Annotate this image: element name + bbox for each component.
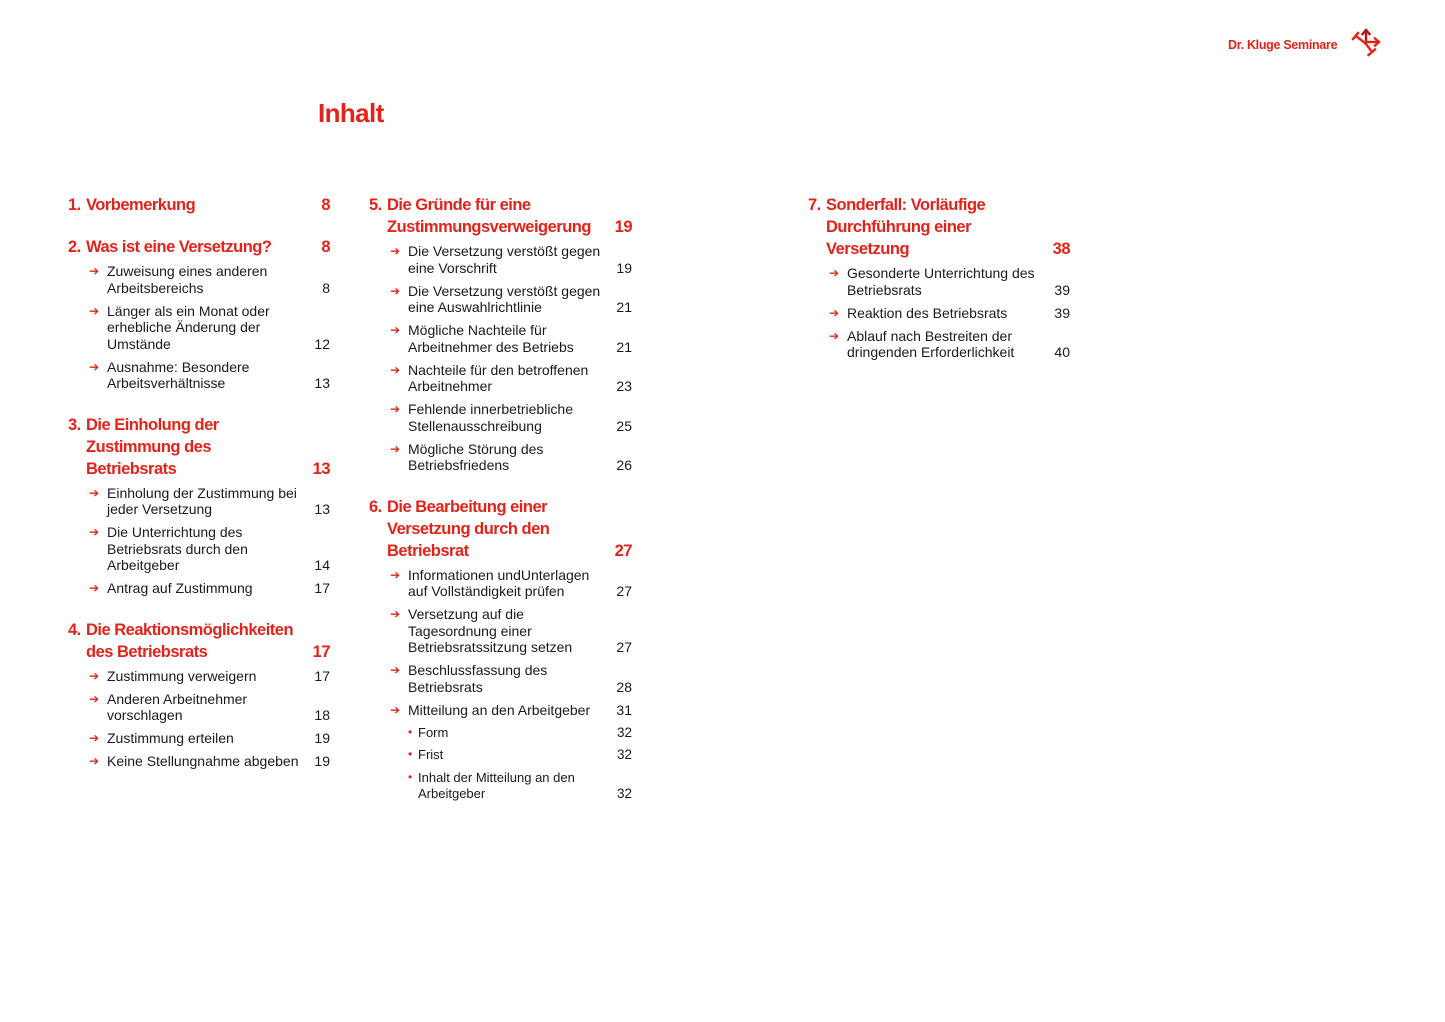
subsection-page: 19 — [314, 753, 330, 769]
toc-section — [68, 414, 330, 597]
bullet-icon: • — [408, 724, 413, 739]
subsection-page: 17 — [314, 580, 330, 596]
subsection-title: Beschlussfassung des Betriebsrats — [408, 662, 548, 695]
toc-subsection-link[interactable] — [808, 328, 1070, 361]
arrow-right-icon: ➔ — [390, 362, 401, 377]
subsection-page: 27 — [616, 583, 632, 599]
subsection-page: 25 — [616, 417, 632, 434]
subsection-page: 26 — [616, 457, 632, 473]
subsection-title: Mögliche Störung des Betriebsfriedens — [408, 440, 544, 473]
subsection-page: 23 — [616, 378, 632, 394]
subsection-page: 21 — [616, 299, 632, 315]
arrow-right-icon: ➔ — [390, 283, 401, 298]
chapter-page: 38 — [1052, 240, 1070, 258]
toc-subsection-link[interactable] — [68, 359, 330, 392]
chapter-number: 6. — [369, 497, 382, 516]
toc-subsection-link[interactable] — [369, 243, 632, 276]
toc-subsubsection-link[interactable] — [369, 770, 632, 802]
toc-subsection-link[interactable] — [369, 283, 632, 316]
subsection-title: Mitteilung an den Arbeitgeber — [408, 701, 591, 718]
arrow-right-icon: ➔ — [390, 567, 401, 582]
subsection-title: Keine Stellungnahme abgeben — [107, 753, 299, 769]
subsection-page: 18 — [314, 707, 330, 723]
toc-subsection-link[interactable] — [68, 303, 330, 353]
toc-subsection-link[interactable] — [68, 668, 330, 685]
arrow-right-icon: ➔ — [829, 266, 840, 280]
toc-subsubsection-link[interactable] — [369, 747, 632, 763]
chapter-title: Die Gründe für eine Zustimmungsverweigerung — [387, 196, 591, 236]
toc-subsection-link[interactable] — [369, 322, 632, 355]
subsection-page: 39 — [1054, 281, 1070, 298]
toc-subsection-link[interactable] — [369, 401, 632, 434]
arrow-right-icon: ➔ — [390, 244, 401, 258]
chapter-page: 8 — [321, 238, 330, 256]
arrow-right-icon: ➔ — [390, 663, 401, 677]
toc-subsection-link[interactable] — [808, 305, 1070, 322]
arrow-right-icon: ➔ — [390, 702, 401, 717]
subsection-page: 19 — [616, 259, 632, 276]
subsection-title: Zuweisung eines anderen Arbeitsbereichs — [107, 263, 268, 296]
subsection-page: 19 — [314, 730, 330, 746]
chapter-page: 13 — [312, 459, 330, 478]
toc-subsection-link[interactable] — [68, 263, 330, 296]
toc-subsection-link[interactable] — [68, 691, 330, 724]
subsubsection-title: Inhalt der Mitteilung an den Arbeitgeber — [418, 769, 575, 801]
toc-subsection-link[interactable] — [68, 485, 330, 518]
toc-chapter-link[interactable] — [369, 496, 632, 562]
toc-section — [369, 194, 632, 474]
arrow-right-icon: ➔ — [89, 668, 100, 683]
toc-subsection-link[interactable] — [808, 265, 1070, 298]
page-title: Inhalt — [318, 98, 384, 128]
toc-subsection-link[interactable] — [369, 662, 632, 695]
brand-name: Dr. Kluge Seminare — [1228, 38, 1338, 52]
subsection-title: Versetzung auf die Tagesordnung einer Betriebsratssitzung setzen — [408, 606, 573, 655]
subsubsection-page: 32 — [616, 785, 632, 801]
arrow-right-icon: ➔ — [89, 581, 100, 595]
subsection-title: Ausnahme: Besondere Arbeitsverhältnisse — [107, 358, 250, 391]
chapter-title: Die Reaktionsmöglichkeiten des Betriebsrats — [86, 620, 294, 661]
four-arrows-logo-icon — [1349, 26, 1383, 60]
chapter-title: Sonderfall: Vorläufige Durchführung einer Versetzung — [826, 196, 986, 258]
chapter-number: 2. — [68, 238, 81, 256]
subsection-title: Die Versetzung verstößt gegen eine Auswahlrichtlinie — [408, 282, 601, 315]
chapter-number: 3. — [68, 415, 81, 434]
subsection-page: 8 — [322, 279, 330, 296]
toc-chapter-link[interactable] — [68, 414, 330, 480]
toc-section — [68, 619, 330, 770]
toc-subsection-link[interactable] — [369, 567, 632, 600]
toc-subsection-link[interactable] — [68, 753, 330, 770]
chapter-page: 19 — [614, 218, 632, 236]
subsection-page: 17 — [314, 667, 330, 684]
subsection-page: 28 — [616, 678, 632, 695]
toc-chapter-link[interactable] — [68, 194, 330, 216]
chapter-title: Vorbemerkung — [86, 196, 196, 214]
subsection-page: 31 — [616, 701, 632, 718]
chapter-title: Die Einholung der Zustimmung des Betriebsrats — [86, 415, 219, 478]
subsubsection-page: 32 — [616, 747, 632, 762]
toc-section — [369, 496, 632, 802]
arrow-right-icon: ➔ — [390, 441, 401, 456]
arrow-right-icon: ➔ — [829, 305, 840, 320]
chapter-number: 4. — [68, 620, 81, 639]
arrow-right-icon: ➔ — [390, 323, 401, 337]
toc-column-3 — [808, 194, 1070, 375]
subsection-page: 13 — [314, 501, 330, 517]
bullet-icon: • — [408, 747, 413, 761]
toc-chapter-link[interactable] — [808, 194, 1070, 260]
subsection-page: 14 — [314, 557, 330, 573]
arrow-right-icon: ➔ — [390, 402, 401, 416]
subsection-title: Zustimmung erteilen — [107, 730, 234, 746]
toc-section — [68, 236, 330, 392]
subsection-title: Anderen Arbeitnehmer vorschlagen — [107, 690, 248, 723]
subsection-title: Mögliche Nachteile für Arbeitnehmer des Betriebs — [408, 322, 574, 355]
arrow-right-icon: ➔ — [89, 264, 100, 278]
chapter-number: 5. — [369, 196, 382, 214]
toc-subsection-link[interactable] — [369, 362, 632, 395]
toc-section — [68, 194, 330, 216]
chapter-page: 17 — [312, 642, 330, 661]
subsection-title: Einholung der Zustimmung bei jeder Versetzung — [107, 484, 297, 517]
toc-subsection-link[interactable] — [369, 606, 632, 656]
arrow-right-icon: ➔ — [89, 359, 100, 374]
toc-column-1 — [68, 194, 330, 784]
subsection-title: Gesonderte Unterrichtung des Betriebsrats — [847, 265, 1035, 298]
subsection-page: 13 — [314, 375, 330, 391]
chapter-title: Die Bearbeitung einer Versetzung durch den Betriebsrat — [387, 497, 550, 560]
toc-chapter-link[interactable] — [369, 194, 632, 238]
toc-subsection-link[interactable] — [68, 730, 330, 747]
arrow-right-icon: ➔ — [89, 731, 100, 745]
subsubsection-title: Frist — [418, 747, 444, 762]
subsubsection-title: Form — [418, 724, 449, 740]
subsection-title: Die Unterrichtung des Betriebsrats durch den Arbeitgeber — [107, 524, 248, 573]
toc-chapter-link[interactable] — [68, 619, 330, 663]
subsection-title: Ablauf nach Bestreiten der dringenden Erforderlichkeit — [847, 327, 1015, 360]
subsection-title: Antrag auf Zustimmung — [107, 580, 253, 596]
subsection-page: 40 — [1054, 344, 1070, 360]
arrow-right-icon: ➔ — [89, 754, 100, 768]
subsection-title: Reaktion des Betriebsrats — [847, 304, 1008, 321]
chapter-page: 27 — [614, 541, 632, 560]
subsection-page: 21 — [616, 338, 632, 355]
chapter-page: 8 — [321, 196, 330, 214]
subsubsection-page: 32 — [616, 724, 632, 740]
subsection-title: Die Versetzung verstößt gegen eine Vorschrift — [408, 243, 601, 276]
subsection-title: Nachteile für den betroffenen Arbeitnehmer — [408, 361, 589, 394]
subsection-page: 39 — [1054, 304, 1070, 321]
toc-chapter-link[interactable] — [68, 236, 330, 258]
subsection-page: 12 — [314, 335, 330, 352]
toc-subsection-link[interactable] — [68, 524, 330, 574]
toc-column-2 — [369, 194, 632, 816]
subsection-title: Länger als ein Monat oder erhebliche Änderung der Umstände — [107, 302, 270, 352]
subsection-page: 27 — [616, 639, 632, 655]
toc-section — [808, 194, 1070, 361]
brand-header — [1228, 26, 1383, 60]
subsection-title: Informationen undUnterlagen auf Vollständigkeit prüfen — [408, 566, 590, 599]
arrow-right-icon: ➔ — [89, 303, 100, 318]
arrow-right-icon: ➔ — [89, 485, 100, 500]
chapter-title: Was ist eine Versetzung? — [86, 238, 272, 256]
bullet-icon: • — [408, 769, 413, 784]
arrow-right-icon: ➔ — [89, 525, 100, 539]
toc-subsection-link[interactable] — [369, 441, 632, 474]
subsection-title: Fehlende innerbetriebliche Stellenausschreibung — [408, 401, 573, 434]
arrow-right-icon: ➔ — [390, 607, 401, 621]
toc-subsection-link[interactable] — [369, 702, 632, 719]
arrow-right-icon: ➔ — [829, 328, 840, 343]
chapter-number: 7. — [808, 196, 821, 214]
arrow-right-icon: ➔ — [89, 691, 100, 706]
toc-subsection-link[interactable] — [68, 580, 330, 597]
toc-subsubsection-link[interactable] — [369, 725, 632, 741]
chapter-number: 1. — [68, 196, 81, 214]
subsection-title: Zustimmung verweigern — [107, 667, 257, 684]
